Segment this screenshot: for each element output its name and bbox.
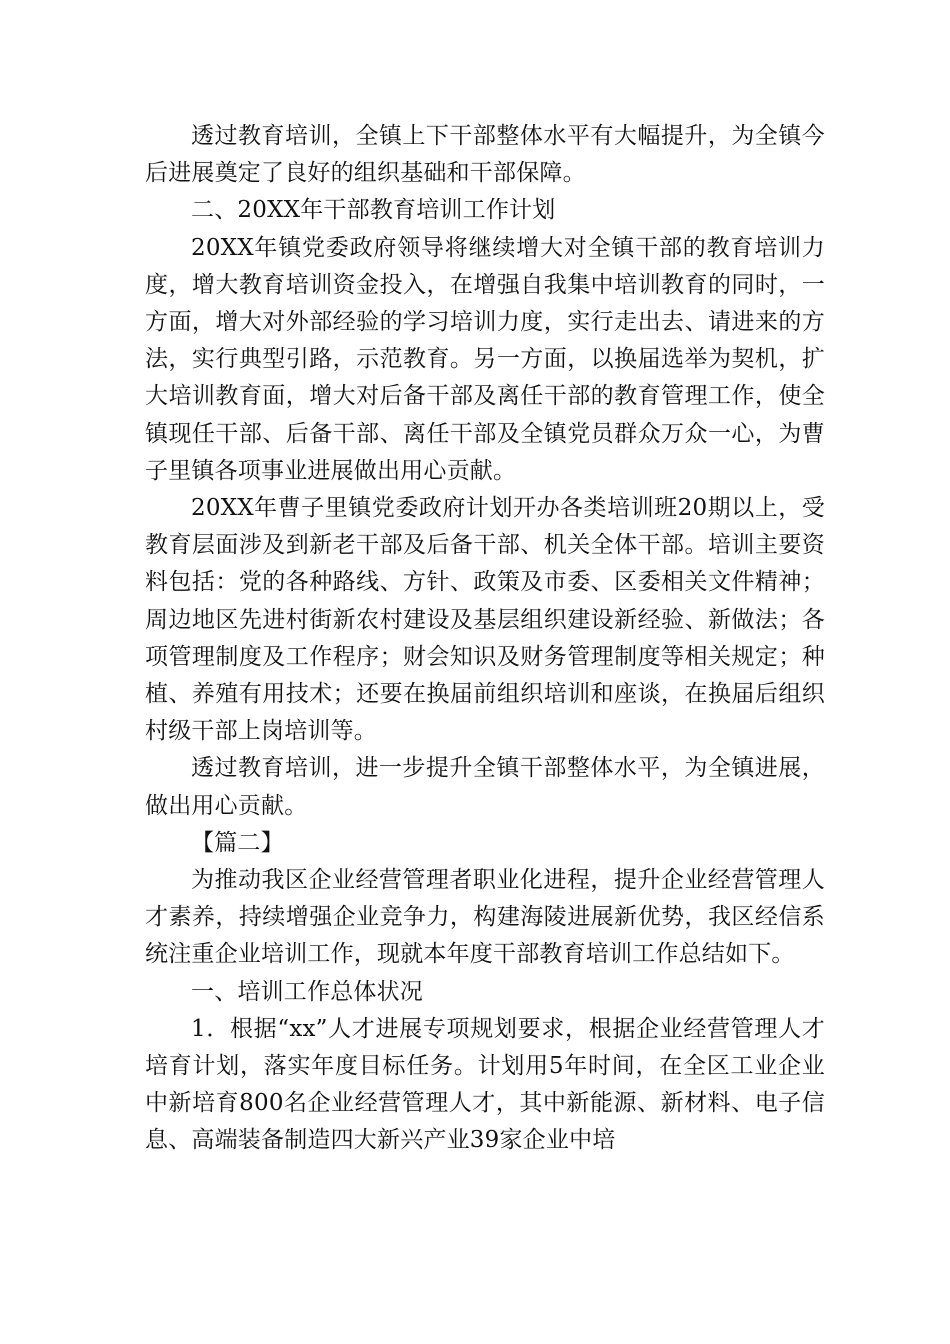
paragraph-plan-overview: 20XX年镇党委政府领导将继续增大对全镇干部的教育培训力度，增大教育培训资金投入，在增强自我集中培训教育的同时，一方面，增大对外部经验的学习培训力度，实行走出去、请进来的方法，实行典型引路，示范教育。另一方面，以换届选举为契机，扩大培训教育面，增大对后备干部及离任干部的教育管理工作，使全镇现任干部、后备干部、离任干部及全镇党员群众万众一心，为曹子里镇各项事业进展做出用心贡献。 <box>145 234 825 484</box>
paragraph-part-two-intro: 为推动我区企业经营管理者职业化进程，提升企业经营管理人才素养，持续增强企业竞争力，构建海陵进展新优势，我区经信系统注重企业培训工作，现就本年度干部教育培训工作总结如下。 <box>145 867 825 968</box>
paragraph-plan-details: 20XX年曹子里镇党委政府计划开办各类培训班20期以上，受教育层面涉及到新老干部及后备干部、机关全体干部。培训主要资料包括：党的各种路线、方针、政策及市委、区委相关文件精神；周边地区先进村街新农村建设及基层组织建设新经验、新做法；各项管理制度及工作程序；财会知识及财务管理制度等相关规定；种植、养殖有用技术；还要在换届前组织培训和座谈，在换届后组织村级干部上岗培训等。 <box>145 495 825 745</box>
document-body <box>145 118 825 1160</box>
article-heading-part-two: 【篇二】 <box>191 829 284 856</box>
paragraph-item-one: 1．根据“xx”人才进展专项规划要求，根据企业经营管理人才培育计划，落实年度目标任务。计划用5年时间，在全区工业企业中新培育800名企业经营管理人才，其中新能源、新材料、电子信息、高端装备制造四大新兴产业39家企业中培 <box>145 1015 825 1154</box>
paragraph-plan-conclusion: 透过教育培训，进一步提升全镇干部整体水平，为全镇进展，做出用心贡献。 <box>145 755 825 819</box>
section-heading-overall-status: 一、培训工作总体状况 <box>191 978 423 1005</box>
section-heading-plan: 二、20XX年干部教育培训工作计划 <box>191 197 556 224</box>
paragraph-training-summary: 透过教育培训，全镇上下干部整体水平有大幅提升，为全镇今后进展奠定了良好的组织基础和干部保障。 <box>145 123 825 187</box>
